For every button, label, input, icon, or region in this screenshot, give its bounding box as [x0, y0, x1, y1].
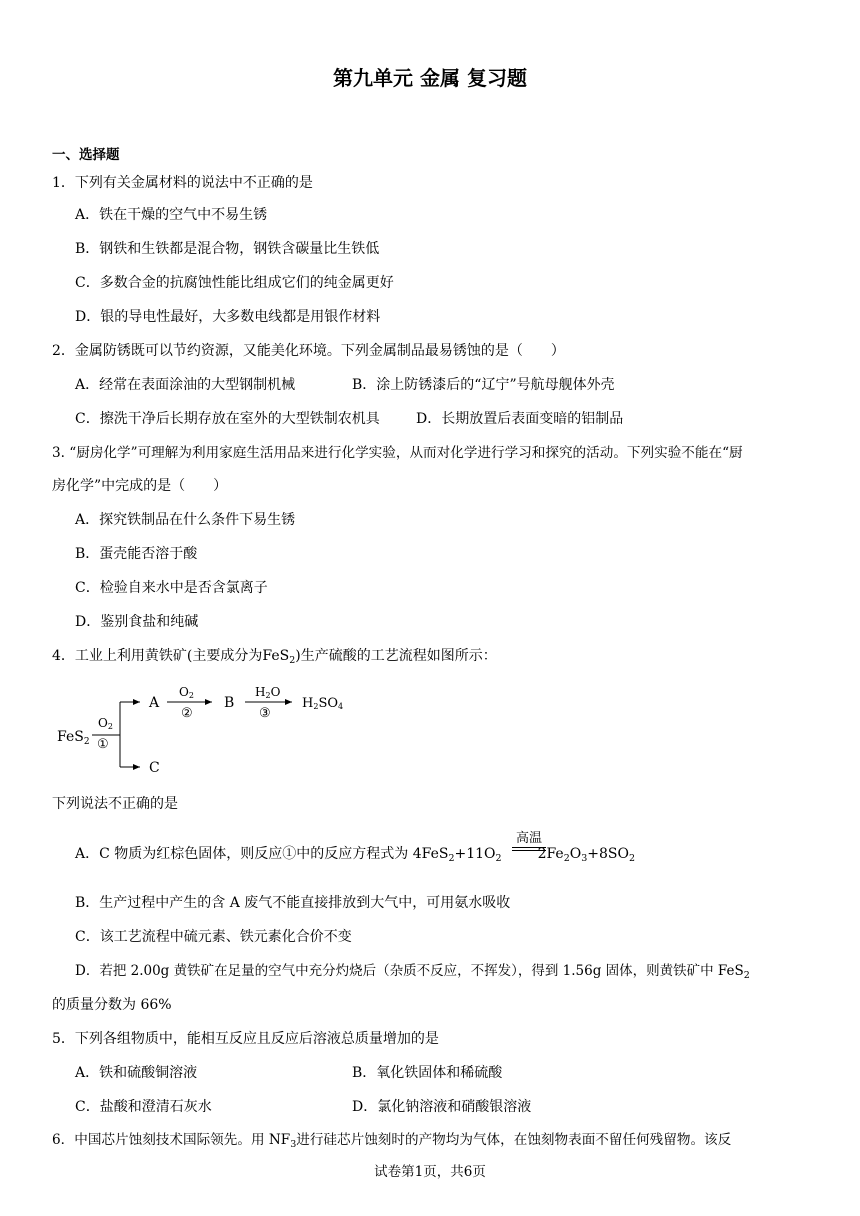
fes2-label: FeS$_2$	[57, 729, 90, 747]
question-4-option-b: B．生产过程中产生的含 A 废气不能直接排放到大气中，可用氨水吸收	[75, 895, 511, 911]
question-3-option-a: A．探究铁制品在什么条件下易生锈	[75, 512, 296, 528]
question-2-option-c: C．擦洗干净后长期存放在室外的大型铁制农机具	[75, 411, 380, 427]
o2-label-2: O2	[179, 685, 194, 700]
h2o-label: H2O	[255, 685, 281, 700]
question-6-stem: 6．中国芯片蚀刻技术国际领先。用 $NF_3$进行硅芯片蚀刻时的产物均为气体，在蚀刻物表面不留任何残留物。该反	[52, 1132, 732, 1150]
question-2-option-a: A．经常在表面涂油的大型钢制机械	[75, 377, 296, 393]
question-3-stem-line-2: 房化学”中完成的是（ ）	[52, 478, 228, 494]
question-5-option-b: B．氧化铁固体和稀硫酸	[352, 1065, 503, 1081]
process-flow-diagram	[52, 680, 372, 780]
page-footer: 试卷第1页，共6页	[374, 1164, 486, 1180]
step-1-label: ①	[97, 737, 109, 752]
question-2-option-b: B．涂上防锈漆后的“辽宁”号航母舰体外壳	[352, 377, 615, 393]
question-1-option-a: A．铁在干燥的空气中不易生锈	[75, 207, 268, 223]
question-4-stem: 4．工业上利用黄铁矿(主要成分为FeS$_2$)生产硫酸的工艺流程如图所示：	[52, 648, 497, 666]
question-5-option-c: C．盐酸和澄清石灰水	[75, 1099, 212, 1115]
node-h2so4: H2SO4	[302, 696, 344, 711]
question-5-option-a: A．铁和硫酸铜溶液	[75, 1065, 198, 1081]
o2-label-1: O2	[98, 716, 113, 731]
question-4-option-c: C．该工艺流程中硫元素、铁元素化合价不变	[75, 929, 352, 945]
question-4-option-d: D．若把 2.00g 黄铁矿在足量的空气中充分灼烧后（杂质不反应，不挥发），得到 1.56g 固体，则黄铁矿中 FeS$_2$	[75, 963, 750, 981]
node-b: B	[224, 695, 235, 711]
section-heading: 一、选择题	[52, 147, 120, 163]
node-a: A	[149, 695, 160, 711]
question-4-option-d-continued: 的质量分数为 66%	[52, 997, 172, 1013]
question-1-option-b: B．钢铁和生铁都是混合物，钢铁含碳量比生铁低	[75, 241, 380, 257]
step-2-label: ②	[181, 706, 193, 721]
question-4-option-a: A．C 物质为红棕色固体，则反应①中的反应方程式为 $4FeS_2+11O_2$ $2Fe_2O_3+8SO_2$	[75, 846, 636, 864]
page-title: 第九单元 金属 复习题	[333, 66, 527, 90]
question-1-option-d: D．银的导电性最好，大多数电线都是用银作材料	[75, 309, 381, 325]
question-1-option-c: C．多数合金的抗腐蚀性能比组成它们的纯金属更好	[75, 275, 394, 291]
step-3-label: ③	[259, 706, 271, 721]
question-2-stem: 2．金属防锈既可以节约资源，又能美化环境。下列金属制品最易锈蚀的是（ ）	[52, 343, 565, 359]
question-5-option-d: D．氯化钠溶液和硝酸银溶液	[352, 1099, 532, 1115]
reaction-condition: 高温	[512, 832, 546, 852]
question-3-option-c: C．检验自来水中是否含氯离子	[75, 580, 268, 596]
node-c: C	[149, 760, 160, 776]
question-5-stem: 5．下列各组物质中，能相互反应且反应后溶液总质量增加的是	[52, 1031, 439, 1047]
question-3-option-b: B．蛋壳能否溶于酸	[75, 546, 198, 562]
question-2-option-d: D．长期放置后表面变暗的铝制品	[416, 411, 624, 427]
question-1-stem: 1．下列有关金属材料的说法中不正确的是	[52, 175, 313, 191]
question-3-option-d: D．鉴别食盐和纯碱	[75, 614, 199, 630]
question-3-stem-line-1: 3. “厨房化学”可理解为利用家庭生活用品来进行化学实验，从而对化学进行学习和探究的活动。下列实验不能在“厨	[52, 445, 743, 461]
question-4-lead: 下列说法不正确的是	[52, 796, 178, 812]
